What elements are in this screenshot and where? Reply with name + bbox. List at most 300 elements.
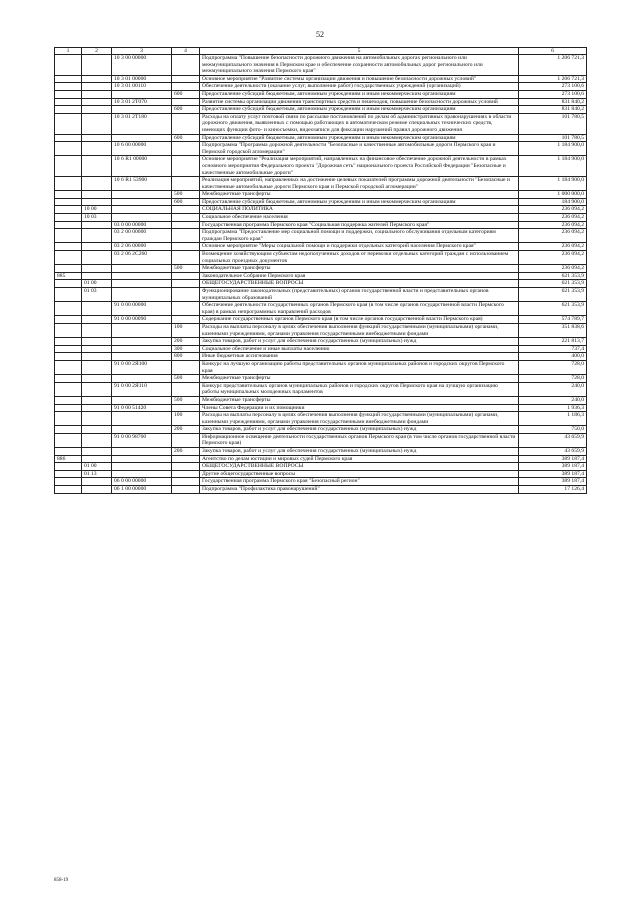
cell-section-code <box>82 353 112 361</box>
cell-target-article <box>112 134 172 142</box>
cell-target-article <box>112 265 172 273</box>
cell-ministry-code <box>55 106 82 114</box>
cell-ministry-code <box>55 426 82 434</box>
cell-amount: 621 353,9 <box>519 302 587 316</box>
cell-amount: 1 186,3 <box>519 412 587 426</box>
cell-ministry-code <box>55 448 82 456</box>
cell-ministry-code <box>55 198 82 206</box>
cell-expense-type: 500 <box>172 375 200 383</box>
cell-target-article: 10 3 01 00110 <box>112 83 172 91</box>
cell-expense-type <box>172 83 200 91</box>
cell-expense-name: ОБЩЕГОСУДАРСТВЕННЫЕ ВОПРОСЫ <box>200 280 519 288</box>
cell-ministry-code: 886 <box>55 455 82 463</box>
cell-target-article <box>112 470 172 478</box>
table-row <box>55 198 587 206</box>
cell-ministry-code <box>55 98 82 106</box>
cell-ministry-code <box>55 75 82 83</box>
header-col-5: 5 <box>200 48 519 55</box>
cell-section-code <box>82 229 112 243</box>
cell-expense-name: Иные бюджетные ассигнования <box>200 353 519 361</box>
cell-expense-name: Члены Совета Федерации и их помощники <box>200 404 519 412</box>
cell-section-code <box>82 382 112 396</box>
cell-amount: 43 659,9 <box>519 448 587 456</box>
table-row <box>55 316 587 324</box>
cell-target-article: 03 2 06 00000 <box>112 243 172 251</box>
cell-ministry-code <box>55 478 82 486</box>
cell-target-article: 10 6 R1 00000 <box>112 156 172 177</box>
table-row <box>55 412 587 426</box>
cell-expense-type: 600 <box>172 198 200 206</box>
cell-expense-type <box>172 272 200 280</box>
cell-section-code <box>82 360 112 374</box>
table-row <box>55 302 587 316</box>
cell-expense-type <box>172 360 200 374</box>
cell-expense-name: Закупка товаров, работ и услуг для обеспечения государственных (муниципальных) нужд <box>200 338 519 346</box>
table-row <box>55 360 587 374</box>
cell-ministry-code <box>55 55 82 76</box>
cell-expense-name: Социальное обеспечение и иные выплаты населению <box>200 345 519 353</box>
cell-expense-type: 500 <box>172 191 200 199</box>
table-row <box>55 113 587 134</box>
header-row <box>55 48 587 55</box>
cell-section-code: 01 03 <box>82 288 112 302</box>
cell-target-article <box>112 198 172 206</box>
cell-section-code: 01 00 <box>82 280 112 288</box>
cell-ministry-code <box>55 338 82 346</box>
document-code: 858-19 <box>54 878 69 883</box>
table-row <box>55 206 587 214</box>
cell-ministry-code <box>55 142 82 156</box>
table-row <box>55 106 587 114</box>
cell-target-article: 10 6 R1 53900 <box>112 177 172 191</box>
cell-amount: 621 353,9 <box>519 280 587 288</box>
cell-ministry-code <box>55 206 82 214</box>
cell-expense-type <box>172 98 200 106</box>
cell-amount: 389 187,4 <box>519 455 587 463</box>
cell-expense-name: СОЦИАЛЬНАЯ ПОЛИТИКА <box>200 206 519 214</box>
cell-target-article: 91 0 00 00090 <box>112 316 172 324</box>
cell-amount: 43 659,9 <box>519 433 587 447</box>
table-row <box>55 221 587 229</box>
table-row <box>55 156 587 177</box>
cell-ministry-code <box>55 345 82 353</box>
cell-target-article: 06 0 00 00000 <box>112 478 172 486</box>
cell-ministry-code <box>55 229 82 243</box>
cell-target-article <box>112 323 172 337</box>
cell-expense-type <box>172 302 200 316</box>
cell-expense-type <box>172 221 200 229</box>
table-row <box>55 191 587 199</box>
cell-ministry-code <box>55 156 82 177</box>
table-row <box>55 243 587 251</box>
cell-target-article <box>112 448 172 456</box>
table-row <box>55 433 587 447</box>
cell-ministry-code <box>55 463 82 471</box>
cell-expense-type <box>172 463 200 471</box>
cell-target-article <box>112 375 172 383</box>
cell-ministry-code <box>55 323 82 337</box>
cell-expense-name: Межбюджетные трансферты <box>200 375 519 383</box>
cell-section-code <box>82 486 112 494</box>
cell-section-code <box>82 106 112 114</box>
cell-section-code <box>82 323 112 337</box>
cell-expense-type <box>172 316 200 324</box>
cell-expense-type: 500 <box>172 265 200 273</box>
cell-expense-name: Межбюджетные трансферты <box>200 396 519 404</box>
cell-amount: 728,0 <box>519 360 587 374</box>
cell-section-code: 10 03 <box>82 214 112 222</box>
cell-section-code <box>82 83 112 91</box>
cell-ministry-code: 885 <box>55 272 82 280</box>
cell-expense-name: Межбюджетные трансферты <box>200 265 519 273</box>
table-row <box>55 382 587 396</box>
cell-expense-name: Другие общегосударственные вопросы <box>200 470 519 478</box>
cell-section-code <box>82 142 112 156</box>
cell-amount: 236 094,2 <box>519 265 587 273</box>
cell-amount: 831 840,2 <box>519 106 587 114</box>
cell-expense-type <box>172 470 200 478</box>
cell-ministry-code <box>55 191 82 199</box>
cell-target-article <box>112 206 172 214</box>
cell-expense-name: Расходы на выплаты персоналу в целях обеспечения выполнения функций государственными (муниципальными) органами, казенными учреждениями, органами управления государственными внебюджетными фондами <box>200 323 519 337</box>
cell-expense-type: 200 <box>172 426 200 434</box>
cell-amount: 400,0 <box>519 353 587 361</box>
cell-amount: 240,0 <box>519 396 587 404</box>
cell-ministry-code <box>55 375 82 383</box>
cell-section-code <box>82 345 112 353</box>
cell-expense-name: Основное мероприятие "Реализация мероприятий, направленных на финансовое обеспечение дорожной деятельности в рамках основного мероприятия Федерального проекта "Дорожная сеть" национального проекта Российской Федерации "Безопасные и качественные автомобильные дороги" <box>200 156 519 177</box>
cell-amount: 273 100,6 <box>519 83 587 91</box>
cell-expense-type: 100 <box>172 323 200 337</box>
cell-section-code <box>82 375 112 383</box>
cell-expense-name: Предоставление субсидий бюджетным, автономным учреждениям и иным некоммерческим организациям <box>200 90 519 98</box>
cell-expense-type <box>172 156 200 177</box>
cell-section-code <box>82 113 112 134</box>
cell-expense-name: Конкурс на лучшую организацию работы представительных органов муниципальных районов и городских округов Пермского края <box>200 360 519 374</box>
cell-expense-name: Развитие системы организации движения транспортных средств и пешеходов, повышение безопасности дорожных условий <box>200 98 519 106</box>
cell-ministry-code <box>55 412 82 426</box>
cell-section-code <box>82 412 112 426</box>
cell-ministry-code <box>55 280 82 288</box>
cell-expense-name: Расходы на оплату услуг почтовой связи по рассылке постановлений по делам об административных правонарушениях в области дорожного движения, выявленных с помощью работающих в автоматическом режиме специальных технических средств, имеющих функции фото- и киносъемки, видеозаписи для фиксации нарушений правил дорожного движения <box>200 113 519 134</box>
cell-ministry-code <box>55 113 82 134</box>
cell-amount: 1 000 000,0 <box>519 191 587 199</box>
table-row <box>55 455 587 463</box>
cell-ministry-code <box>55 243 82 251</box>
cell-ministry-code <box>55 404 82 412</box>
cell-ministry-code <box>55 316 82 324</box>
cell-section-code <box>82 272 112 280</box>
cell-amount: 389 187,4 <box>519 470 587 478</box>
cell-ministry-code <box>55 396 82 404</box>
cell-target-article: 10 6 00 00000 <box>112 142 172 156</box>
cell-ministry-code <box>55 382 82 396</box>
cell-section-code <box>82 55 112 76</box>
cell-expense-name: Возмещение хозяйствующим субъектам недополученных доходов от перевозки отдельных категорий граждан с использованием социальных проездных документов <box>200 251 519 265</box>
cell-section-code <box>82 404 112 412</box>
budget-table-body <box>55 48 587 494</box>
table-row <box>55 288 587 302</box>
cell-section-code <box>82 98 112 106</box>
cell-amount: 389 187,4 <box>519 478 587 486</box>
cell-target-article <box>112 272 172 280</box>
cell-expense-type <box>172 55 200 76</box>
table-row <box>55 98 587 106</box>
cell-section-code <box>82 90 112 98</box>
cell-target-article: 03 0 00 00000 <box>112 221 172 229</box>
cell-ministry-code <box>55 90 82 98</box>
cell-target-article: 03 2 00 00000 <box>112 229 172 243</box>
cell-amount: 236 094,2 <box>519 229 587 243</box>
cell-amount: 737,4 <box>519 345 587 353</box>
cell-amount: 831 840,2 <box>519 98 587 106</box>
table-row <box>55 448 587 456</box>
cell-expense-name: Социальное обеспечение населения <box>200 214 519 222</box>
cell-amount: 1 206 721,3 <box>519 75 587 83</box>
header-col-6: 6 <box>519 48 587 55</box>
cell-target-article: 91 0 00 2Я100 <box>112 360 172 374</box>
cell-expense-name: Государственная программа Пермского края "Социальная поддержка жителей Пермского края" <box>200 221 519 229</box>
cell-expense-type: 600 <box>172 106 200 114</box>
cell-section-code <box>82 338 112 346</box>
cell-expense-type: 200 <box>172 338 200 346</box>
cell-expense-name: Подпрограмма "Предоставление мер социальной помощи и поддержки, социального обслуживания отдельным категориям граждан Пермского края" <box>200 229 519 243</box>
cell-target-article: 10 3 01 00000 <box>112 75 172 83</box>
cell-target-article: 91 0 00 2Я110 <box>112 382 172 396</box>
cell-expense-type <box>172 206 200 214</box>
cell-amount: 236 094,2 <box>519 243 587 251</box>
table-row <box>55 404 587 412</box>
cell-ministry-code <box>55 134 82 142</box>
cell-expense-type <box>172 214 200 222</box>
cell-ministry-code <box>55 251 82 265</box>
cell-section-code <box>82 156 112 177</box>
cell-ministry-code <box>55 83 82 91</box>
table-row <box>55 55 587 76</box>
cell-section-code <box>82 433 112 447</box>
cell-expense-type: 100 <box>172 412 200 426</box>
cell-amount: 728,0 <box>519 375 587 383</box>
cell-expense-type: 300 <box>172 345 200 353</box>
cell-target-article: 10 3 01 2T180 <box>112 113 172 134</box>
cell-section-code <box>82 302 112 316</box>
cell-amount: 1 206 721,3 <box>519 55 587 76</box>
table-row <box>55 463 587 471</box>
cell-amount: 273 100,6 <box>519 90 587 98</box>
cell-amount: 621 353,9 <box>519 272 587 280</box>
cell-expense-type <box>172 486 200 494</box>
cell-expense-name: Подпрограмма "Программа дорожной деятельности "Безопасные и качественные автомобильные дороги Пермского края и Пермской городской агломерации" <box>200 142 519 156</box>
cell-expense-type <box>172 478 200 486</box>
cell-expense-type <box>172 229 200 243</box>
cell-section-code <box>82 221 112 229</box>
cell-expense-name: Подпрограмма "Повышение безопасности дорожного движения на автомобильных дорогах регионального или межмуниципального значения в Пермском крае и обеспечение сохранности автомобильных дорог регионального или межмуниципального значения Пермского края" <box>200 55 519 76</box>
table-row <box>55 229 587 243</box>
cell-ministry-code <box>55 433 82 447</box>
cell-ministry-code <box>55 470 82 478</box>
cell-target-article: 10 3 00 00000 <box>112 55 172 76</box>
cell-expense-type <box>172 75 200 83</box>
table-row <box>55 265 587 273</box>
cell-expense-name: Агентство по делам юстиции и мировых судей Пермского края <box>200 455 519 463</box>
cell-amount: 17 126,4 <box>519 486 587 494</box>
cell-section-code <box>82 191 112 199</box>
cell-expense-name: Расходы на выплаты персоналу в целях обеспечения выполнения функций государственными (муниципальными) органами, казенными учреждениями, органами управления государственными внебюджетными фондами <box>200 412 519 426</box>
cell-section-code <box>82 265 112 273</box>
cell-expense-name: Подпрограмма "Профилактика правонарушений" <box>200 486 519 494</box>
table-row <box>55 486 587 494</box>
cell-expense-name: Межбюджетные трансферты <box>200 191 519 199</box>
cell-expense-type <box>172 280 200 288</box>
cell-expense-name: Государственная программа Пермского края "Безопасный регион" <box>200 478 519 486</box>
table-row <box>55 134 587 142</box>
cell-amount: 574 789,7 <box>519 316 587 324</box>
cell-target-article <box>112 338 172 346</box>
cell-target-article <box>112 455 172 463</box>
cell-section-code <box>82 316 112 324</box>
table-row <box>55 75 587 83</box>
cell-expense-type <box>172 433 200 447</box>
table-row <box>55 345 587 353</box>
cell-expense-type <box>172 288 200 302</box>
cell-expense-name: ОБЩЕГОСУДАРСТВЕННЫЕ ВОПРОСЫ <box>200 463 519 471</box>
budget-table <box>54 47 587 494</box>
cell-target-article: 10 3 01 2T070 <box>112 98 172 106</box>
cell-expense-name: Основное мероприятие "Меры социальной помощи и поддержки отдельных категорий населения Пермского края" <box>200 243 519 251</box>
cell-expense-name: Предоставление субсидий бюджетным, автономным учреждениям и иным некоммерческим организациям <box>200 134 519 142</box>
cell-ministry-code <box>55 302 82 316</box>
cell-target-article <box>112 288 172 302</box>
cell-section-code: 01 13 <box>82 470 112 478</box>
cell-target-article <box>112 280 172 288</box>
table-row <box>55 470 587 478</box>
cell-expense-type <box>172 404 200 412</box>
cell-section-code <box>82 251 112 265</box>
cell-target-article <box>112 353 172 361</box>
table-row <box>55 338 587 346</box>
cell-expense-type <box>172 142 200 156</box>
cell-expense-name: Законодательное Собрание Пермского края <box>200 272 519 280</box>
cell-amount: 101 780,5 <box>519 113 587 134</box>
cell-expense-name: Содержание государственных органов Пермского края (в том числе органов государственной власти Пермского края) <box>200 316 519 324</box>
cell-section-code <box>82 455 112 463</box>
cell-target-article: 91 0 00 00000 <box>112 302 172 316</box>
cell-amount: 240,0 <box>519 382 587 396</box>
cell-ministry-code <box>55 221 82 229</box>
cell-expense-type <box>172 251 200 265</box>
cell-target-article <box>112 463 172 471</box>
header-col-4: 4 <box>172 48 200 55</box>
cell-amount: 621 353,9 <box>519 288 587 302</box>
cell-section-code <box>82 75 112 83</box>
cell-section-code <box>82 134 112 142</box>
cell-expense-name: Функционирование законодательных (представительных) органов государственной власти и представительных органов муниципальных образований <box>200 288 519 302</box>
cell-expense-type: 200 <box>172 448 200 456</box>
cell-section-code <box>82 478 112 486</box>
table-row <box>55 177 587 191</box>
cell-section-code: 10 00 <box>82 206 112 214</box>
cell-target-article <box>112 191 172 199</box>
cell-target-article <box>112 90 172 98</box>
table-row <box>55 83 587 91</box>
table-row <box>55 280 587 288</box>
cell-ministry-code <box>55 353 82 361</box>
table-row <box>55 426 587 434</box>
cell-expense-name: Реализация мероприятий, направленных на достижение целевых показателей программы дорожной деятельности "Безопасные и качественные автомобильные дороги Пермского края и Пермской городской агломерации" <box>200 177 519 191</box>
cell-target-article: 06 1 00 00000 <box>112 486 172 494</box>
cell-amount: 221 813,7 <box>519 338 587 346</box>
table-row <box>55 353 587 361</box>
cell-expense-type <box>172 455 200 463</box>
cell-expense-type <box>172 382 200 396</box>
cell-amount: 1 184 900,0 <box>519 177 587 191</box>
table-row <box>55 214 587 222</box>
cell-target-article: 91 0 00 98700 <box>112 433 172 447</box>
cell-amount: 236 094,2 <box>519 206 587 214</box>
cell-ministry-code <box>55 288 82 302</box>
cell-ministry-code <box>55 360 82 374</box>
cell-ministry-code <box>55 177 82 191</box>
cell-target-article <box>112 426 172 434</box>
table-row <box>55 251 587 265</box>
cell-target-article: 91 0 00 51420 <box>112 404 172 412</box>
cell-target-article <box>112 214 172 222</box>
cell-target-article <box>112 412 172 426</box>
cell-expense-name: Основное мероприятие "Развитие системы организации движения и повышение безопасности дорожных условий" <box>200 75 519 83</box>
cell-expense-type <box>172 243 200 251</box>
cell-expense-name: Информационное освещение деятельности государственных органов Пермского края (в том числе органов государственной власти Пермского края) <box>200 433 519 447</box>
cell-target-article <box>112 396 172 404</box>
cell-ministry-code <box>55 486 82 494</box>
cell-section-code <box>82 243 112 251</box>
page-number: 52 <box>316 30 324 39</box>
table-row <box>55 323 587 337</box>
cell-target-article: 03 2 06 2C260 <box>112 251 172 265</box>
cell-expense-type <box>172 177 200 191</box>
cell-amount: 101 780,5 <box>519 134 587 142</box>
cell-amount: 1 936,3 <box>519 404 587 412</box>
cell-expense-type: 800 <box>172 353 200 361</box>
cell-amount: 750,0 <box>519 426 587 434</box>
cell-target-article <box>112 106 172 114</box>
cell-target-article <box>112 345 172 353</box>
table-row <box>55 478 587 486</box>
cell-section-code <box>82 448 112 456</box>
cell-expense-type: 600 <box>172 134 200 142</box>
table-row <box>55 375 587 383</box>
table-row <box>55 90 587 98</box>
cell-expense-name: Обеспечение деятельности (оказание услуг, выполнение работ) государственных учреждений (организаций) <box>200 83 519 91</box>
cell-expense-name: Предоставление субсидий бюджетным, автономным учреждениям и иным некоммерческим организациям <box>200 106 519 114</box>
table-row <box>55 142 587 156</box>
cell-amount: 184 900,0 <box>519 198 587 206</box>
cell-amount: 236 094,2 <box>519 221 587 229</box>
cell-expense-name: Закупка товаров, работ и услуг для обеспечения государственных (муниципальных) нужд <box>200 448 519 456</box>
cell-expense-type: 600 <box>172 90 200 98</box>
header-col-2: 2 <box>82 48 112 55</box>
cell-amount: 351 838,6 <box>519 323 587 337</box>
cell-expense-name: Обеспечение деятельности государственных органов Пермского края (в том числе органов государственной власти Пермского края) в рамках непрограммных направлений расходов <box>200 302 519 316</box>
cell-amount: 1 184 900,0 <box>519 156 587 177</box>
cell-amount: 236 094,2 <box>519 251 587 265</box>
cell-section-code <box>82 396 112 404</box>
cell-amount: 389 187,4 <box>519 463 587 471</box>
cell-expense-name: Предоставление субсидий бюджетным, автономным учреждениям и иным некоммерческим организациям <box>200 198 519 206</box>
header-col-1: 1 <box>55 48 82 55</box>
cell-expense-name: Конкурс представительных органов муниципальных районов и городских округов Пермского края на лучшую организацию работы муниципальных молодежных парламентов <box>200 382 519 396</box>
cell-expense-name: Закупка товаров, работ и услуг для обеспечения государственных (муниципальных) нужд <box>200 426 519 434</box>
header-col-3: 3 <box>112 48 172 55</box>
